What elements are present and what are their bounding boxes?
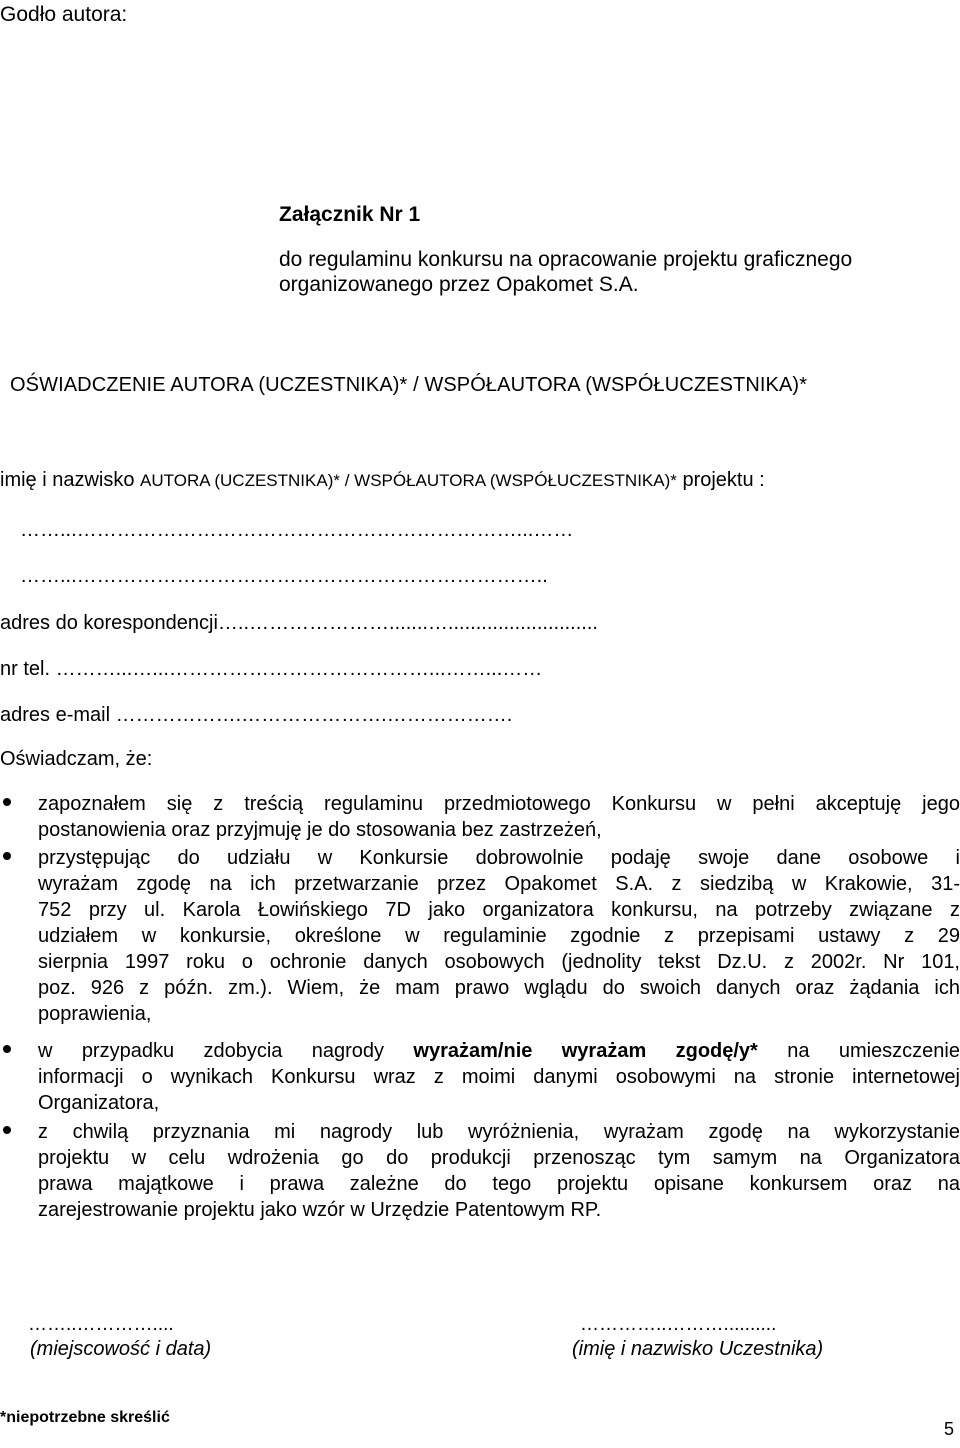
name-fill-line1: ……...…………………………………………………………...…… [20,519,574,541]
bullet-line: udziałem w konkursie, określone w regulaminie zgodnie z przepisami ustawy z 29 [38,925,960,947]
place-date-dots: ……..………….... [28,1314,174,1335]
bullet-line: postanowienia oraz przyjmuję je do stosowania bez zastrzeżeń, [38,819,602,841]
bullet-line: prawa majątkowe i prawa zależne do tego projektu opisane konkursem oraz na [38,1173,960,1195]
declaration-heading: OŚWIADCZENIE AUTORA (UCZESTNIKA)* / WSPÓŁAUTORA (WSPÓŁUCZESTNIKA)* [10,374,808,396]
bullet-3-text-post: na umieszczenie [787,1040,960,1062]
statement-intro: Oświadczam, że: [0,748,153,770]
bullet-marker [3,1126,11,1134]
name-label-post: projektu : [682,469,765,491]
bullet-marker [3,798,11,806]
name-label-mid: AUTORA (UCZESTNIKA)* / WSPÓŁAUTORA (WSPÓŁUCZESTNIKA)* [140,471,677,490]
bullet-line: zapoznałem się z treścią regulaminu przedmiotowego Konkursu w pełni akceptuję jego [38,793,960,815]
bullet-line: poz. 926 z późn. zm.). Wiem, że mam prawo wglądu do swoich danych oraz żądania ich [38,977,960,999]
bullet-line: wyrażam zgodę na ich przetwarzanie przez Opakomet S.A. z siedzibą w Krakowie, 31- [38,873,960,895]
bullet-line: zarejestrowanie projektu jako wzór w Urzędzie Patentowym RP. [38,1199,602,1221]
consent-choice: wyrażam/nie wyrażam zgodę/y* [413,1040,758,1062]
bullet-item-3 [38,1038,960,1116]
bullet-line [38,1038,960,1064]
name-fill-line2: ……...…………………………………………………………….. [20,565,548,587]
annex-title: Załącznik Nr 1 [279,203,421,226]
bullet-line: przystępując do udziału w Konkursie dobrowolnie podaję swoje dane osobowe i [38,847,960,869]
bullet-line: informacji o wynikach Konkursu wraz z moimi danymi osobowymi na stronie internetowej [38,1066,960,1088]
bullet-marker [3,1045,11,1053]
email-field: adres e-mail ……………….………………….………………. [0,704,513,726]
place-date-caption: (miejscowość i data) [30,1338,212,1360]
bullet-line: sierpnia 1997 roku o ochronie danych osobowych (jednolity tekst Dz.U. z 2002r. Nr 101, [38,951,960,973]
bullet-line: projektu w celu wdrożenia go do produkcji przenosząc tym samym na Organizatora [38,1147,960,1169]
author-code-label: Godło autora: [0,3,128,26]
name-label-pre: imię i nazwisko [0,469,135,491]
bullet-3-text-pre: w przypadku zdobycia nagrody [38,1040,385,1062]
bullet-line: poprawienia, [38,1003,152,1025]
participant-name-dots: …………..……….......... [580,1314,777,1335]
footnote: *niepotrzebne skreślić [0,1409,170,1426]
bullet-marker [3,852,11,860]
phone-field: nr tel. ………...…...…………………………………...……...…… [0,658,543,680]
bullet-line: Organizatora, [38,1092,160,1114]
name-field-label [0,467,765,494]
bullet-line: 752 przy ul. Karola Łowińskiego 7D jako organizatora konkursu, na potrzeby związane z [38,899,960,921]
bullet-line: z chwilą przyznania mi nagrody lub wyróżnienia, wyrażam zgodę na wykorzystanie [38,1121,960,1143]
bullet-item-4 [38,1119,960,1223]
page-number: 5 [944,1419,955,1439]
bullet-item-1 [38,791,960,843]
annex-subtitle-line1: do regulaminu konkursu na opracowanie projektu graficznego [279,248,853,271]
address-field: adres do korespondencji…..………………….......…........................... [0,612,598,634]
bullet-item-2 [38,845,960,1027]
annex-subtitle-line2: organizowanego przez Opakomet S.A. [279,273,639,296]
participant-name-caption: (imię i nazwisko Uczestnika) [572,1338,824,1360]
